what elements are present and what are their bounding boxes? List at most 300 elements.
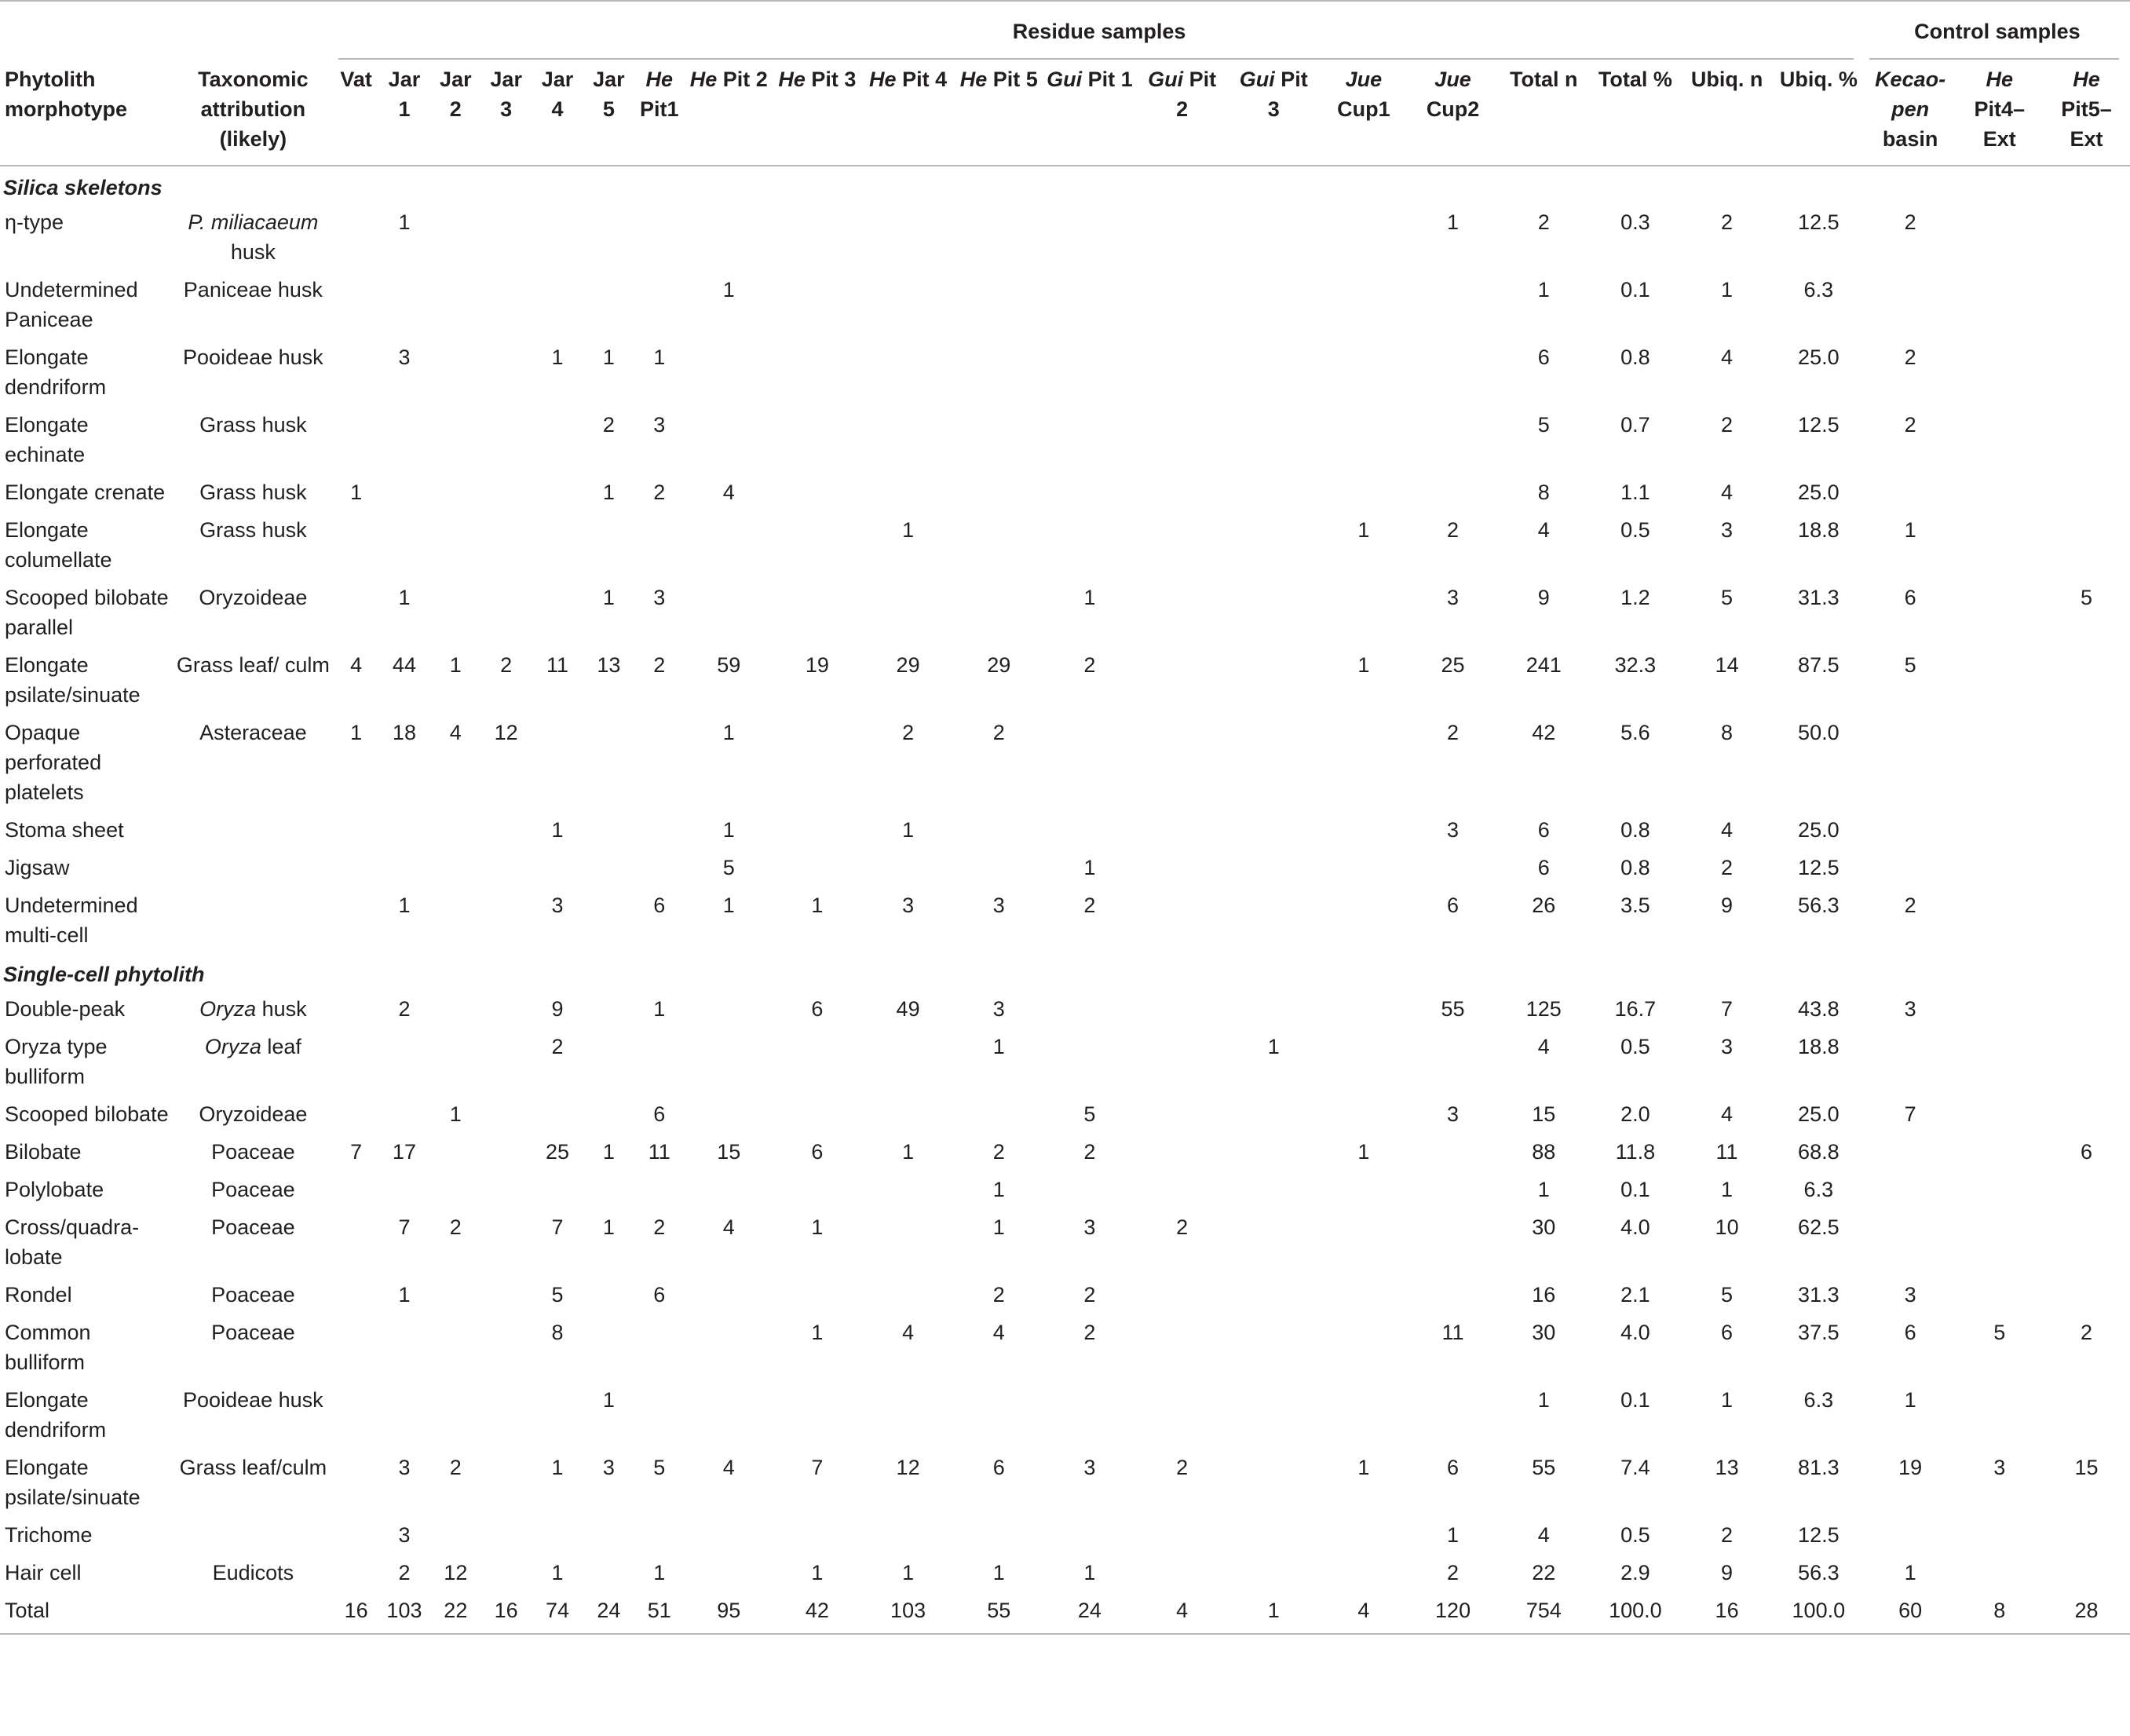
column-header-text: Cup1: [1337, 97, 1390, 121]
value-cell-totalpct: 32.3: [1614, 653, 1657, 677]
value-cell-kecao: [1865, 848, 1956, 886]
value-cell-jar2: [430, 1027, 480, 1095]
value-cell-jar2: 1: [449, 653, 462, 677]
morphotype-cell: Rondel: [5, 1283, 72, 1307]
taxon-cell: [172, 338, 334, 405]
value-cell-hepit4: 12: [896, 1456, 920, 1479]
value-cell-guipit2: [1136, 848, 1228, 886]
table-row: [0, 645, 2130, 713]
value-cell-hepit4ext: 3: [1993, 1456, 2006, 1479]
value-cell-juecup1: [1320, 270, 1408, 338]
value-cell-kecao: 5: [1904, 653, 1916, 677]
morphotype-cell: Elongate psilate/sinuate: [5, 1456, 141, 1509]
value-cell-totaln: 9: [1537, 586, 1550, 609]
value-cell-vat: [334, 1515, 378, 1553]
value-cell-totalpct: 3.5: [1620, 894, 1650, 917]
morphotype-cell: Scooped bilobate: [5, 1102, 169, 1126]
column-header-jar4: [532, 60, 583, 166]
table-row: [0, 1132, 2130, 1170]
value-cell-jar2: [430, 473, 480, 510]
value-cell-jar5: [583, 886, 634, 953]
value-cell-guipit3: [1228, 886, 1320, 953]
value-cell-vat: [334, 1448, 378, 1515]
value-cell-hepit3: [773, 270, 862, 338]
value-cell-jar5: [583, 510, 634, 578]
value-cell-hepit4: [861, 270, 955, 338]
value-cell-hepit5ext: [2043, 510, 2130, 578]
value-cell-hepit4ext: [1956, 203, 2043, 270]
taxon-text: Poaceae: [211, 1283, 295, 1307]
value-cell-guipit3: [1228, 1208, 1320, 1275]
value-cell-jar3: [481, 1132, 532, 1170]
column-header-text: Pit 3: [805, 68, 857, 91]
value-cell-jar4: [532, 1170, 583, 1208]
value-cell-guipit2: [1136, 1515, 1228, 1553]
value-cell-hepit5: 29: [987, 653, 1011, 677]
value-cell-guipit2: [1136, 270, 1228, 338]
value-cell-juecup1: [1320, 1170, 1408, 1208]
total-row: [0, 1591, 2130, 1634]
morphotype-cell: Oryza type bulliform: [5, 1035, 108, 1088]
value-cell-jar5: 1: [602, 1140, 615, 1164]
total-cell-kecao: 60: [1865, 1591, 1956, 1634]
value-cell-guipit3: [1228, 810, 1320, 848]
taxon-text: leaf: [261, 1035, 301, 1058]
value-cell-hepit2: [685, 1170, 773, 1208]
value-cell-guipit2: [1136, 645, 1228, 713]
value-cell-guipit1: 1: [1083, 856, 1096, 879]
value-cell-guipit1: 1: [1083, 1561, 1096, 1584]
value-cell-jar1: 1: [398, 586, 411, 609]
column-header-jar5: [583, 60, 634, 166]
value-cell-totalpct: 4.0: [1620, 1215, 1650, 1239]
value-cell-jar1: [378, 1170, 430, 1208]
value-cell-hepit1: 2: [653, 1215, 666, 1239]
value-cell-jar3: [481, 1448, 532, 1515]
taxon-cell: [172, 1380, 334, 1448]
value-cell-totalpct: 16.7: [1614, 997, 1657, 1021]
value-cell-hepit3: 19: [805, 653, 829, 677]
taxon-cell: [172, 848, 334, 886]
value-cell-jar5: 1: [602, 345, 615, 369]
value-cell-jar5: 13: [597, 653, 621, 677]
morphotype-cell: Trichome: [5, 1523, 93, 1547]
value-cell-ubiqpct: 25.0: [1798, 818, 1840, 842]
value-cell-totalpct: 2.9: [1620, 1561, 1650, 1584]
value-cell-guipit1: 1: [1083, 586, 1096, 609]
taxon-text: Eudicots: [212, 1561, 294, 1584]
value-cell-hepit2: 1: [722, 894, 735, 917]
column-header-text: Pit5–Ext: [2061, 97, 2112, 151]
value-cell-juecup2: [1408, 1208, 1498, 1275]
value-cell-juecup1: [1320, 1208, 1408, 1275]
value-cell-ubiqn: 6: [1721, 1321, 1734, 1344]
value-cell-guipit2: [1136, 886, 1228, 953]
value-cell-jar2: [430, 1313, 480, 1380]
value-cell-ubiqpct: 56.3: [1798, 1561, 1840, 1584]
column-header-text: Ubiq. %: [1779, 68, 1858, 91]
value-cell-kecao: [1865, 1132, 1956, 1170]
table-row: [0, 1515, 2130, 1553]
taxon-text: Asteraceae: [199, 721, 307, 744]
value-cell-kecao: 2: [1904, 210, 1916, 234]
section-header-row: [0, 166, 2130, 203]
value-cell-hepit3: 6: [811, 1140, 824, 1164]
value-cell-hepit3: 1: [811, 1215, 824, 1239]
value-cell-kecao: 6: [1904, 586, 1916, 609]
value-cell-guipit3: [1228, 713, 1320, 810]
value-cell-ubiqpct: 18.8: [1798, 518, 1840, 542]
column-header-row: [0, 60, 2130, 166]
value-cell-guipit2: [1136, 1313, 1228, 1380]
value-cell-hepit3: [773, 1170, 862, 1208]
value-cell-hepit4ext: [1956, 1027, 2043, 1095]
column-header-hepit4ext: [1956, 60, 2043, 166]
value-cell-ubiqpct: 43.8: [1798, 997, 1840, 1021]
value-cell-ubiqn: 4: [1721, 1102, 1734, 1126]
value-cell-juecup1: [1320, 848, 1408, 886]
value-cell-hepit4ext: [1956, 1170, 2043, 1208]
value-cell-hepit2: [685, 1553, 773, 1591]
value-cell-hepit4ext: [1956, 886, 2043, 953]
total-cell-totalpct: 100.0: [1590, 1591, 1682, 1634]
value-cell-hepit1: [634, 1515, 685, 1553]
value-cell-juecup1: [1320, 1553, 1408, 1591]
value-cell-juecup2: [1408, 1027, 1498, 1095]
value-cell-juecup1: [1320, 338, 1408, 405]
value-cell-hepit5ext: 2: [2081, 1321, 2093, 1344]
value-cell-juecup2: [1408, 1170, 1498, 1208]
value-cell-jar2: [430, 1275, 480, 1313]
value-cell-totaln: 30: [1532, 1215, 1556, 1239]
value-cell-jar4: 1: [551, 818, 564, 842]
value-cell-hepit1: [634, 270, 685, 338]
value-cell-hepit4ext: [1956, 473, 2043, 510]
value-cell-jar3: [481, 1275, 532, 1313]
column-header-ubiqn: [1681, 60, 1773, 166]
value-cell-ubiqn: 9: [1721, 894, 1734, 917]
value-cell-hepit5ext: [2043, 270, 2130, 338]
table-row: [0, 989, 2130, 1027]
taxon-cell: [172, 1208, 334, 1275]
value-cell-juecup1: [1320, 810, 1408, 848]
value-cell-jar2: [430, 338, 480, 405]
table-row: [0, 1208, 2130, 1275]
table-row: [0, 338, 2130, 405]
value-cell-totaln: 1: [1537, 278, 1550, 302]
value-cell-ubiqpct: 37.5: [1798, 1321, 1840, 1344]
column-header-text: He: [869, 68, 897, 91]
value-cell-hepit5: 2: [992, 1283, 1005, 1307]
value-cell-guipit3: [1228, 405, 1320, 473]
value-cell-juecup1: 1: [1357, 1140, 1370, 1164]
value-cell-hepit5ext: [2043, 989, 2130, 1027]
value-cell-hepit4ext: [1956, 1515, 2043, 1553]
value-cell-hepit1: 6: [653, 1102, 666, 1126]
value-cell-guipit1: [1043, 338, 1137, 405]
value-cell-jar5: [583, 1275, 634, 1313]
value-cell-jar2: [430, 886, 480, 953]
value-cell-kecao: 3: [1904, 997, 1916, 1021]
taxon-text: husk: [230, 240, 276, 264]
total-cell-vat: 16: [334, 1591, 378, 1634]
value-cell-jar4: [532, 405, 583, 473]
value-cell-ubiqpct: 87.5: [1798, 653, 1840, 677]
value-cell-hepit5: [955, 405, 1043, 473]
value-cell-guipit3: [1228, 989, 1320, 1027]
value-cell-juecup2: 55: [1441, 997, 1465, 1021]
value-cell-hepit2: 1: [722, 721, 735, 744]
taxon-text: Grass leaf/ culm: [176, 653, 330, 677]
value-cell-totaln: 4: [1537, 1523, 1550, 1547]
value-cell-guipit2: [1136, 713, 1228, 810]
morphotype-cell: Elongate dendriform: [5, 345, 107, 399]
total-cell-hepit5: 55: [955, 1591, 1043, 1634]
value-cell-hepit4: 3: [902, 894, 915, 917]
value-cell-jar4: 7: [551, 1215, 564, 1239]
value-cell-jar4: [532, 1515, 583, 1553]
value-cell-totalpct: 0.8: [1620, 856, 1650, 879]
value-cell-jar1: 17: [392, 1140, 416, 1164]
total-cell-guipit3: 1: [1228, 1591, 1320, 1634]
value-cell-hepit3: [773, 473, 862, 510]
total-cell-jar4: 74: [532, 1591, 583, 1634]
column-header-guipit3: [1228, 60, 1320, 166]
value-cell-juecup2: 2: [1447, 721, 1460, 744]
morphotype-cell: Undetermined multi-cell: [5, 894, 138, 947]
value-cell-totalpct: 0.3: [1620, 210, 1650, 234]
value-cell-guipit1: [1043, 203, 1137, 270]
value-cell-ubiqn: 11: [1715, 1140, 1738, 1164]
value-cell-guipit2: 2: [1176, 1456, 1189, 1479]
taxon-cell: [172, 1313, 334, 1380]
value-cell-vat: [334, 338, 378, 405]
value-cell-juecup2: 6: [1447, 1456, 1460, 1479]
morphotype-cell: Elongate dendriform: [5, 1388, 107, 1442]
value-cell-guipit2: [1136, 578, 1228, 645]
value-cell-hepit3: [773, 338, 862, 405]
morphotype-cell: Stoma sheet: [5, 818, 124, 842]
total-cell-jar2: 22: [430, 1591, 480, 1634]
total-cell-guipit2: 4: [1136, 1591, 1228, 1634]
value-cell-jar1: 1: [398, 1283, 411, 1307]
value-cell-hepit4ext: [1956, 270, 2043, 338]
value-cell-totaln: 55: [1532, 1456, 1556, 1479]
value-cell-hepit5ext: 15: [2074, 1456, 2099, 1479]
value-cell-guipit3: [1228, 848, 1320, 886]
value-cell-hepit4: [861, 1380, 955, 1448]
value-cell-ubiqpct: 68.8: [1798, 1140, 1840, 1164]
value-cell-jar5: [583, 270, 634, 338]
value-cell-jar4: 25: [546, 1140, 570, 1164]
taxon-cell: [172, 1170, 334, 1208]
value-cell-jar3: [481, 1515, 532, 1553]
value-cell-hepit3: 1: [811, 894, 824, 917]
value-cell-totaln: 88: [1532, 1140, 1556, 1164]
value-cell-kecao: [1865, 1027, 1956, 1095]
morphotype-cell: Elongate psilate/sinuate: [5, 653, 141, 707]
taxon-text: Oryzoideae: [199, 586, 308, 609]
value-cell-guipit1: [1043, 405, 1137, 473]
value-cell-ubiqpct: 25.0: [1798, 1102, 1840, 1126]
value-cell-jar5: [583, 1170, 634, 1208]
value-cell-guipit1: [1043, 713, 1137, 810]
taxon-cell: [172, 1448, 334, 1515]
value-cell-hepit4ext: [1956, 1553, 2043, 1591]
value-cell-guipit2: [1136, 1132, 1228, 1170]
value-cell-jar4: 2: [551, 1035, 564, 1058]
value-cell-hepit1: [634, 1027, 685, 1095]
value-cell-jar4: 1: [551, 1456, 564, 1479]
value-cell-hepit4ext: [1956, 713, 2043, 810]
value-cell-totaln: 1: [1537, 1178, 1550, 1201]
value-cell-totalpct: 4.0: [1620, 1321, 1650, 1344]
table-row: [0, 1380, 2130, 1448]
value-cell-hepit4: [861, 1515, 955, 1553]
value-cell-hepit5ext: [2043, 1170, 2130, 1208]
value-cell-totalpct: 1.1: [1620, 481, 1650, 504]
value-cell-hepit1: 1: [653, 1561, 666, 1584]
value-cell-hepit4: [861, 1170, 955, 1208]
value-cell-ubiqpct: 81.3: [1798, 1456, 1840, 1479]
value-cell-jar2: 12: [444, 1561, 468, 1584]
value-cell-guipit3: [1228, 473, 1320, 510]
value-cell-jar4: [532, 578, 583, 645]
value-cell-hepit5ext: [2043, 1380, 2130, 1448]
total-cell-hepit1: 51: [634, 1591, 685, 1634]
column-header-text: Pit 2: [717, 68, 768, 91]
value-cell-ubiqpct: 25.0: [1798, 345, 1840, 369]
value-cell-hepit4ext: [1956, 848, 2043, 886]
value-cell-vat: 4: [350, 653, 363, 677]
value-cell-hepit2: 1: [722, 818, 735, 842]
value-cell-hepit5ext: [2043, 1515, 2130, 1553]
value-cell-ubiqpct: 12.5: [1798, 413, 1840, 437]
value-cell-totalpct: 1.2: [1620, 586, 1650, 609]
value-cell-guipit3: [1228, 1553, 1320, 1591]
taxon-text: Poaceae: [211, 1215, 295, 1239]
value-cell-totalpct: 0.1: [1620, 278, 1650, 302]
table-row: [0, 1275, 2130, 1313]
value-cell-jar2: [430, 203, 480, 270]
value-cell-hepit5: [955, 848, 1043, 886]
value-cell-jar1: 1: [398, 894, 411, 917]
value-cell-hepit5: 1: [992, 1178, 1005, 1201]
value-cell-jar5: [583, 810, 634, 848]
value-cell-hepit5ext: [2043, 1275, 2130, 1313]
section-title: Single-cell phytolith: [3, 963, 205, 986]
value-cell-jar1: 44: [392, 653, 416, 677]
value-cell-vat: 7: [350, 1140, 363, 1164]
value-cell-juecup2: [1408, 1132, 1498, 1170]
taxon-cell: [172, 405, 334, 473]
value-cell-totalpct: 0.5: [1620, 1035, 1650, 1058]
value-cell-jar3: [481, 1027, 532, 1095]
value-cell-hepit1: 6: [653, 1283, 666, 1307]
column-header-text: Phytolith morphotype: [5, 68, 128, 121]
value-cell-hepit3: [773, 810, 862, 848]
value-cell-jar3: [481, 338, 532, 405]
value-cell-vat: [334, 1095, 378, 1132]
value-cell-kecao: 3: [1904, 1283, 1916, 1307]
value-cell-totaln: 6: [1537, 345, 1550, 369]
value-cell-hepit4ext: [1956, 1132, 2043, 1170]
value-cell-hepit2: 59: [717, 653, 741, 677]
value-cell-jar5: [583, 1515, 634, 1553]
value-cell-ubiqn: 7: [1721, 997, 1734, 1021]
morphotype-cell: Hair cell: [5, 1561, 82, 1584]
value-cell-jar1: 1: [398, 210, 411, 234]
value-cell-totaln: 241: [1525, 653, 1562, 677]
value-cell-hepit5ext: [2043, 338, 2130, 405]
value-cell-ubiqn: 4: [1721, 818, 1734, 842]
value-cell-hepit5ext: [2043, 405, 2130, 473]
value-cell-kecao: 2: [1904, 413, 1916, 437]
value-cell-jar5: 3: [602, 1456, 615, 1479]
value-cell-hepit5ext: [2043, 810, 2130, 848]
value-cell-hepit5ext: [2043, 1553, 2130, 1591]
value-cell-kecao: [1865, 810, 1956, 848]
column-header-hepit2: [685, 60, 773, 166]
value-cell-hepit4: [861, 1208, 955, 1275]
value-cell-juecup2: [1408, 270, 1498, 338]
value-cell-juecup1: [1320, 1027, 1408, 1095]
table-row: [0, 270, 2130, 338]
value-cell-guipit3: [1228, 1095, 1320, 1132]
value-cell-ubiqpct: 12.5: [1798, 1523, 1840, 1547]
taxon-cell: [172, 713, 334, 810]
value-cell-jar4: 5: [551, 1283, 564, 1307]
value-cell-juecup1: [1320, 473, 1408, 510]
value-cell-ubiqn: 9: [1721, 1561, 1734, 1584]
section-title: Silica skeletons: [3, 176, 163, 199]
value-cell-juecup2: [1408, 848, 1498, 886]
value-cell-totaln: 30: [1532, 1321, 1556, 1344]
value-cell-jar1: [378, 510, 430, 578]
value-cell-jar4: [532, 203, 583, 270]
value-cell-jar2: [430, 270, 480, 338]
value-cell-jar2: [430, 810, 480, 848]
value-cell-vat: [334, 1275, 378, 1313]
column-header-taxon: [172, 60, 334, 166]
column-header-text: He: [645, 68, 674, 91]
value-cell-hepit4ext: [1956, 1275, 2043, 1313]
value-cell-jar4: 3: [551, 894, 564, 917]
value-cell-vat: [334, 848, 378, 886]
value-cell-hepit4: [861, 1275, 955, 1313]
column-header-text: Jar 1: [388, 68, 421, 121]
value-cell-ubiqn: 4: [1721, 345, 1734, 369]
value-cell-jar2: 1: [449, 1102, 462, 1126]
table-head: [0, 1, 2130, 166]
value-cell-guipit2: [1136, 1027, 1228, 1095]
column-header-text: Pit4–Ext: [1974, 97, 2026, 151]
column-header-hepit1: [634, 60, 685, 166]
value-cell-kecao: [1865, 270, 1956, 338]
total-cell-hepit5ext: 28: [2043, 1591, 2130, 1634]
value-cell-juecup2: [1408, 405, 1498, 473]
value-cell-kecao: [1865, 1515, 1956, 1553]
column-header-text: Jue: [1434, 68, 1471, 91]
value-cell-hepit4: [861, 338, 955, 405]
value-cell-ubiqpct: 6.3: [1803, 1178, 1834, 1201]
value-cell-hepit5ext: [2043, 473, 2130, 510]
value-cell-jar1: 2: [398, 997, 411, 1021]
column-header-text: Gui: [1239, 68, 1275, 91]
table-body: [0, 166, 2130, 1634]
total-taxon-empty: [172, 1591, 334, 1634]
value-cell-guipit3: [1228, 1380, 1320, 1448]
